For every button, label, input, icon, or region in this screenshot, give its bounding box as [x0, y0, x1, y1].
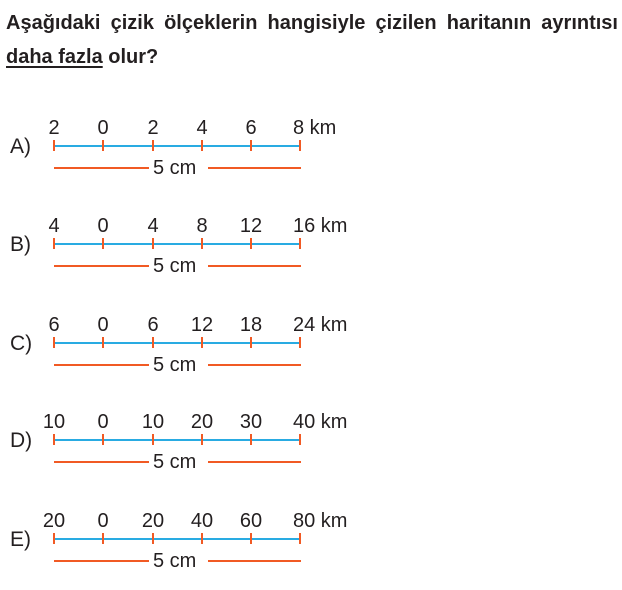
tick-label: 6	[245, 117, 257, 139]
tick-label: 0	[97, 314, 109, 336]
tick-label: 0	[97, 411, 109, 433]
length-label: 5 cm	[153, 451, 197, 473]
option-d[interactable]	[0, 411, 380, 491]
tick-label: 0	[97, 215, 109, 237]
length-line-right	[208, 265, 301, 267]
scale-line	[54, 538, 301, 540]
tick-label: 18	[239, 314, 263, 336]
question-text	[6, 6, 618, 74]
scale-tick	[102, 140, 104, 151]
scale-tick	[201, 337, 203, 348]
scale-tick	[152, 238, 154, 249]
tick-label: 0	[97, 117, 109, 139]
scale-tick	[250, 337, 252, 348]
tick-label: 20	[141, 510, 165, 532]
length-line-right	[208, 461, 301, 463]
length-label: 5 cm	[153, 354, 197, 376]
tick-label: 40	[190, 510, 214, 532]
scale-line	[54, 145, 301, 147]
scale-tick	[299, 140, 301, 151]
length-line-right	[208, 167, 301, 169]
option-e[interactable]	[0, 510, 380, 590]
scale-tick	[201, 140, 203, 151]
option-b[interactable]	[0, 215, 380, 295]
scale-tick	[250, 238, 252, 249]
tick-label: 30	[239, 411, 263, 433]
scale-line	[54, 342, 301, 344]
tick-label: 60	[239, 510, 263, 532]
question-emphasis: daha fazla	[6, 46, 103, 68]
tick-label: 80 km	[293, 510, 348, 532]
length-label: 5 cm	[153, 550, 197, 572]
tick-label: 16 km	[293, 215, 348, 237]
option-letter: C)	[10, 332, 33, 355]
scale-tick	[152, 434, 154, 445]
length-line-right	[208, 560, 301, 562]
scale-tick	[53, 533, 55, 544]
scale-tick	[102, 533, 104, 544]
scale-tick	[299, 337, 301, 348]
scale-tick	[299, 434, 301, 445]
scale-tick	[53, 140, 55, 151]
length-line-left	[54, 461, 149, 463]
scale-tick	[201, 238, 203, 249]
scale-tick	[250, 140, 252, 151]
scale-tick	[102, 337, 104, 348]
tick-label: 6	[147, 314, 159, 336]
scale-tick	[152, 533, 154, 544]
length-label: 5 cm	[153, 255, 197, 277]
tick-label: 20	[42, 510, 66, 532]
scale-tick	[53, 434, 55, 445]
scale-tick	[201, 434, 203, 445]
scale-tick	[152, 140, 154, 151]
scale-tick	[53, 337, 55, 348]
tick-label: 2	[48, 117, 60, 139]
scale-tick	[152, 337, 154, 348]
scale-tick	[53, 238, 55, 249]
scale-line	[54, 439, 301, 441]
scale-tick	[299, 238, 301, 249]
tick-label: 4	[147, 215, 159, 237]
tick-label: 8 km	[293, 117, 337, 139]
tick-label: 8	[196, 215, 208, 237]
scale-tick	[102, 238, 104, 249]
scale-line	[54, 243, 301, 245]
length-line-left	[54, 265, 149, 267]
tick-label: 20	[190, 411, 214, 433]
scale-tick	[250, 434, 252, 445]
tick-label: 12	[190, 314, 214, 336]
question-part-1: Aşağıdaki çizik ölçeklerin hangisiyle çizilen haritanın ayrıntısı	[6, 12, 618, 34]
length-line-left	[54, 364, 149, 366]
tick-label: 10	[141, 411, 165, 433]
scale-tick	[201, 533, 203, 544]
option-letter: A)	[10, 135, 31, 158]
tick-label: 4	[48, 215, 60, 237]
tick-label: 10	[42, 411, 66, 433]
tick-label: 40 km	[293, 411, 348, 433]
scale-tick	[299, 533, 301, 544]
option-c[interactable]	[0, 314, 380, 394]
question-part-2: olur?	[102, 46, 159, 68]
tick-label: 2	[147, 117, 159, 139]
option-a[interactable]	[0, 117, 380, 197]
scale-tick	[250, 533, 252, 544]
option-letter: E)	[10, 528, 31, 551]
scale-tick	[102, 434, 104, 445]
length-line-left	[54, 167, 149, 169]
option-letter: B)	[10, 233, 31, 256]
tick-label: 0	[97, 510, 109, 532]
length-line-right	[208, 364, 301, 366]
length-label: 5 cm	[153, 157, 197, 179]
tick-label: 24 km	[293, 314, 348, 336]
option-letter: D)	[10, 429, 33, 452]
tick-label: 12	[239, 215, 263, 237]
tick-label: 6	[48, 314, 60, 336]
length-line-left	[54, 560, 149, 562]
tick-label: 4	[196, 117, 208, 139]
